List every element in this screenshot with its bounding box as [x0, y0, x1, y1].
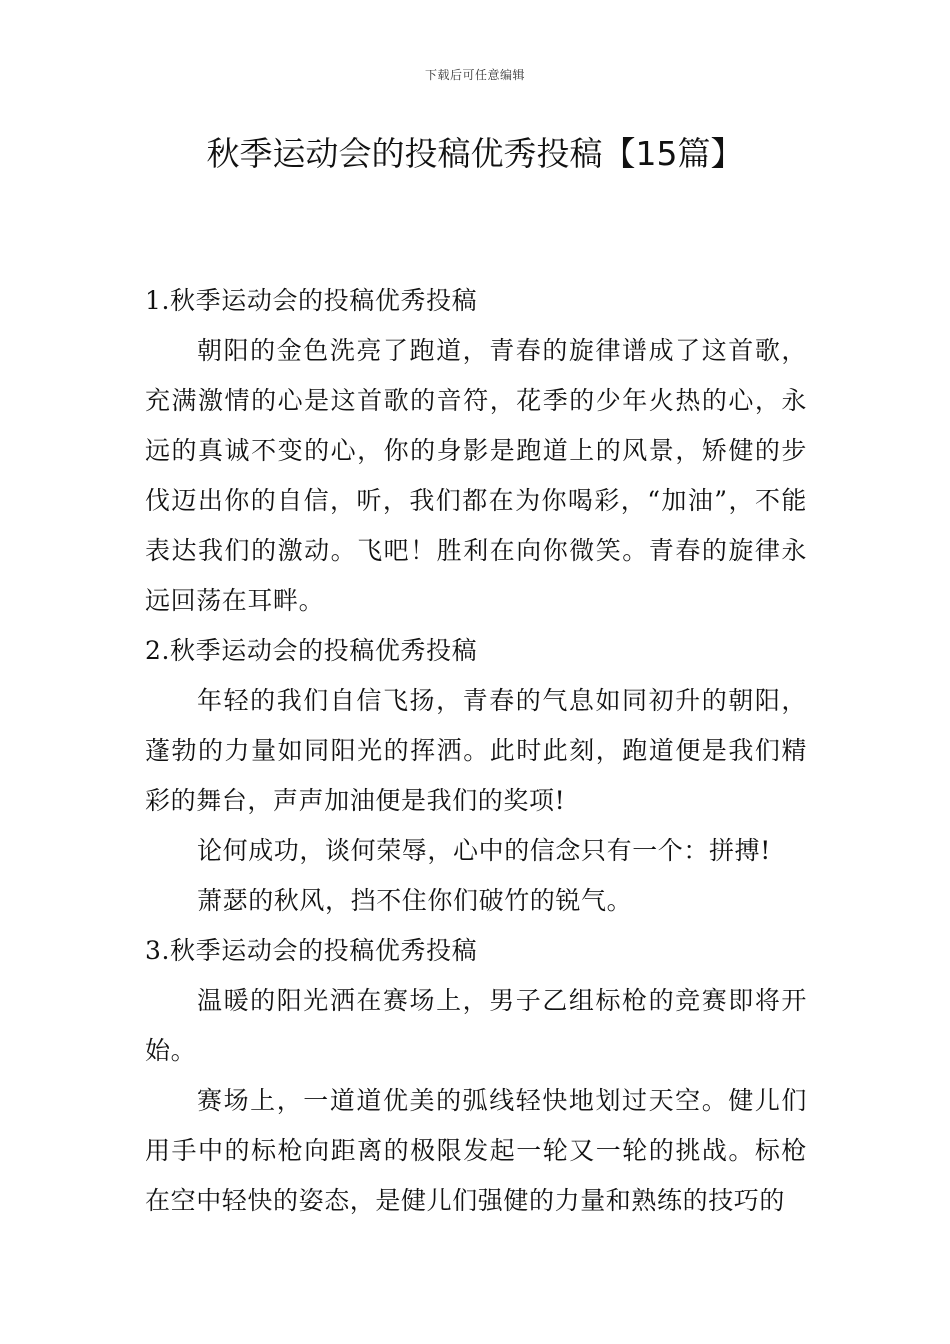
paragraph-2-1: 年轻的我们自信飞扬，青春的气息如同初升的朝阳，蓬勃的力量如同阳光的挥洒。此时此刻，跑道便是我们精彩的舞台，声声加油便是我们的奖项!	[145, 686, 807, 815]
document-title: 秋季运动会的投稿优秀投稿【15篇】	[206, 134, 744, 173]
paragraph-1-1: 朝阳的金色洗亮了跑道，青春的旋律谱成了这首歌，充满激情的心是这首歌的音符，花季的少年火热的心，永远的真诚不变的心，你的身影是跑道上的风景，矫健的步伐迈出你的自信，听，我们都在为你喝彩，“加油”，不能表达我们的激动。飞吧！胜利在向你微笑。青春的旋律永远回荡在耳畔。	[145, 336, 807, 615]
document-body	[145, 276, 807, 1226]
section-heading-1: 1.秋季运动会的投稿优秀投稿	[145, 286, 478, 315]
paragraph-3-2: 赛场上，一道道优美的弧线轻快地划过天空。健儿们用手中的标枪向距离的极限发起一轮又一轮的挑战。标枪在空中轻快的姿态，是健儿们强健的力量和熟练的技巧的	[145, 1086, 807, 1215]
section-heading-2: 2.秋季运动会的投稿优秀投稿	[145, 636, 478, 665]
paragraph-2-3: 萧瑟的秋风，挡不住你们破竹的锐气。	[197, 886, 633, 915]
section-heading-3: 3.秋季运动会的投稿优秀投稿	[145, 936, 478, 965]
paragraph-2-2: 论何成功，谈何荣辱，心中的信念只有一个：拼搏!	[197, 836, 771, 865]
paragraph-3-1: 温暖的阳光洒在赛场上，男子乙组标枪的竞赛即将开始。	[145, 986, 807, 1065]
header-note: 下载后可任意编辑	[424, 68, 525, 82]
